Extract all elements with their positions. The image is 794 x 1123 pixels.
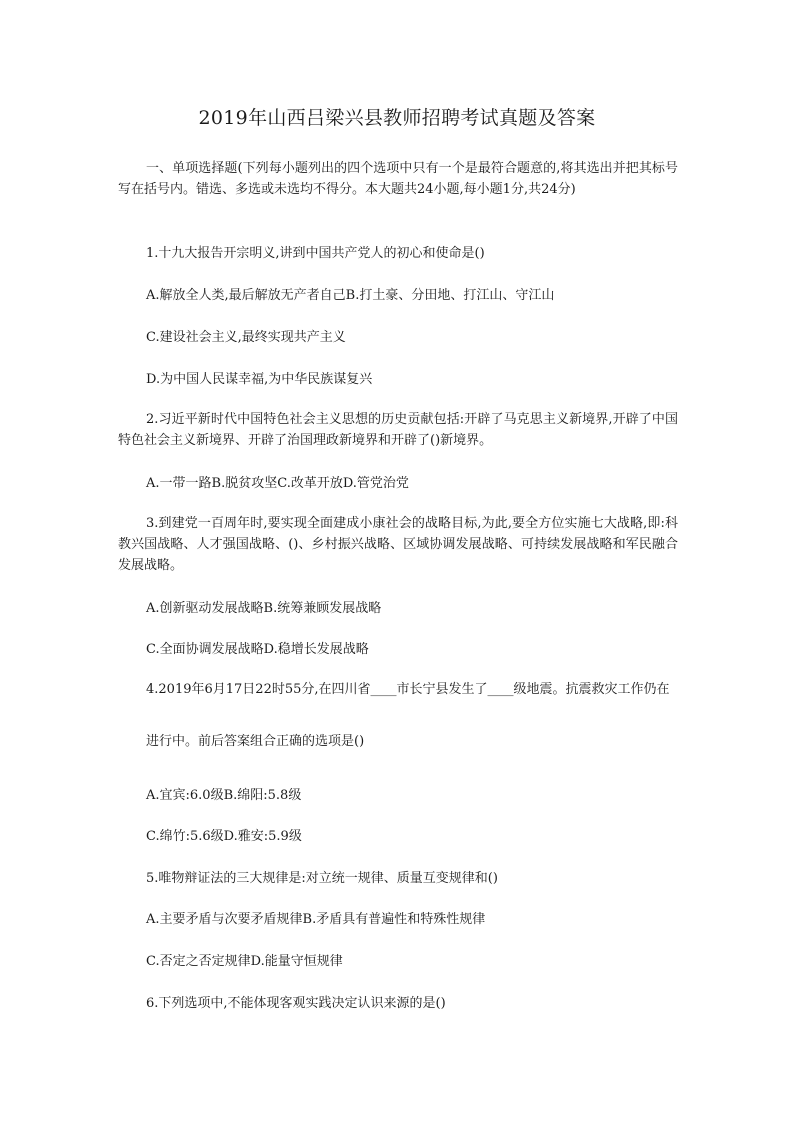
- section-intro: 一、单项选择题(下列每小题列出的四个选项中只有一个是最符合题意的,将其选出并把其标号写在括号内。错选、多选或未选均不得分。本大题共24小题,每小题1分,共24分): [118, 161, 678, 197]
- question-3-option-cd: C.全面协调发展战略D.稳增长发展战略: [146, 642, 369, 657]
- question-3-stem: 3.到建党一百周年时,要实现全面建成小康社会的战略目标,为此,要全方位实施七大战略,即:科教兴国战略、人才强国战略、()、乡村振兴战略、区域协调发展战略、可持续发展战略和军民融合发展战略。: [118, 516, 678, 573]
- question-3-option-ab: A.创新驱动发展战略B.统筹兼顾发展战略: [146, 601, 382, 616]
- question-4-option-ab: A.宜宾:6.0级B.绵阳:5.8级: [146, 788, 302, 803]
- page-title: 2019年山西吕梁兴县教师招聘考试真题及答案: [198, 107, 596, 129]
- question-1-option-d: D.为中国人民谋幸福,为中华民族谋复兴: [146, 372, 373, 387]
- question-2-stem: 2.习近平新时代中国特色社会主义思想的历史贡献包括:开辟了马克思主义新境界,开辟了中国特色社会主义新境界、开辟了治国理政新境界和开辟了()新境界。: [118, 412, 678, 448]
- question-2-options: A.一带一路B.脱贫攻坚C.改革开放D.管党治党: [146, 476, 409, 491]
- question-1-option-ab: A.解放全人类,最后解放无产者自己B.打土豪、分田地、打江山、守江山: [146, 288, 555, 303]
- question-4-option-cd: C.绵竹:5.6级D.雅安:5.9级: [146, 829, 302, 844]
- question-4-stem-continued: 进行中。前后答案组合正确的选项是(): [146, 734, 365, 749]
- question-5-stem: 5.唯物辩证法的三大规律是:对立统一规律、质量互变规律和(): [146, 871, 498, 886]
- question-1-option-c: C.建设社会主义,最终实现共产主义: [146, 330, 346, 345]
- question-6-stem: 6.下列选项中,不能体现客观实践决定认识来源的是(): [146, 996, 446, 1011]
- question-5-option-ab: A.主要矛盾与次要矛盾规律B.矛盾具有普遍性和特殊性规律: [146, 912, 486, 927]
- question-4-stem: 4.2019年6月17日22时55分,在四川省____市长宁县发生了____级地震。抗震救灾工作仍在: [146, 682, 670, 697]
- question-5-option-cd: C.否定之否定规律D.能量守恒规律: [146, 954, 343, 969]
- question-1-stem: 1.十九大报告开宗明义,讲到中国共产党人的初心和使命是(): [146, 246, 485, 261]
